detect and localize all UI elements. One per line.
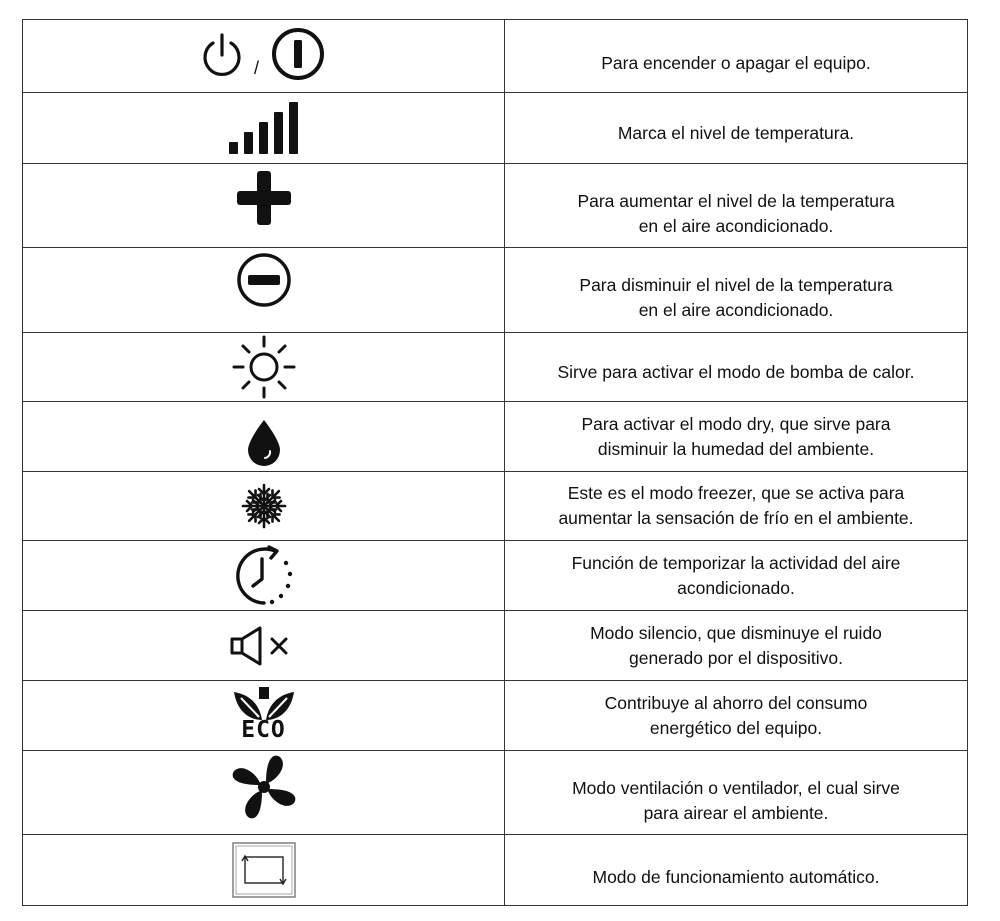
icon-cell [23,472,505,541]
table-row [23,93,968,164]
table-row [23,402,968,472]
row-description: Para encender o apagar el equipo. [601,52,871,73]
icon-cell [23,93,505,164]
description-cell [505,472,968,541]
description-cell [505,20,968,93]
table-row [23,333,968,402]
icon-cell [23,541,505,611]
description-cell [505,541,968,611]
function-table [22,19,968,906]
icon-cell [23,835,505,906]
table-row [23,541,968,611]
row-description: Para aumentar el nivel de la temperatura en el aire acondicionado. [577,190,895,236]
description-cell [505,681,968,751]
snowflake-icon [241,483,287,529]
row-description: Contribuye al ahorro del consumo energético del equipo. [604,692,868,738]
minus-circle-icon [236,252,292,308]
table-row [23,472,968,541]
description-cell [505,835,968,906]
icon-cell [23,402,505,472]
fan-icon [231,754,297,820]
icon-separator: / [253,57,259,78]
eco-label: ECO [241,717,286,743]
row-description: Modo silencio, que disminuye el ruido generado por el dispositivo. [590,622,882,668]
row-description: Este es el modo freezer, que se activa para aumentar la sensación de frío en el ambiente. [558,483,914,528]
description-cell [505,164,968,248]
power-toggle-icon [269,27,327,81]
row-description: Sirve para activar el modo de bomba de calor. [557,361,915,382]
auto-mode-icon [232,842,296,898]
icon-cell [23,681,505,751]
row-description: Modo ventilación o ventilador, el cual sirve para airear el ambiente. [572,777,900,823]
description-cell [505,611,968,681]
table-row [23,164,968,248]
table-row [23,751,968,835]
table-row [23,248,968,333]
row-description: Para disminuir el nivel de la temperatura en el aire acondicionado. [579,275,893,320]
power-icon [200,31,244,81]
icon-cell [23,20,505,93]
icon-cell [23,248,505,333]
description-cell [505,402,968,472]
table-row [23,20,968,93]
eco-leaf-icon [231,687,297,721]
icon-cell [23,611,505,681]
row-description: Modo de funcionamiento automático. [592,866,880,887]
sun-icon [232,335,296,399]
mute-speaker-icon [228,626,300,666]
icon-cell [23,333,505,402]
description-cell [505,751,968,835]
timer-icon [231,545,297,607]
table-row [23,835,968,906]
description-cell [505,93,968,164]
description-cell [505,333,968,402]
row-description: Función de temporizar la actividad del aire acondicionado. [571,552,901,598]
signal-level-icon [229,102,299,154]
icon-cell [23,164,505,248]
icon-cell [23,751,505,835]
table-row [23,611,968,681]
description-cell [505,248,968,333]
row-description: Para activar el modo dry, que sirve para disminuir la humedad del ambiente. [581,413,891,459]
table-row [23,681,968,751]
row-description: Marca el nivel de temperatura. [617,122,855,143]
plus-icon [237,171,291,225]
water-drop-icon [248,420,280,466]
